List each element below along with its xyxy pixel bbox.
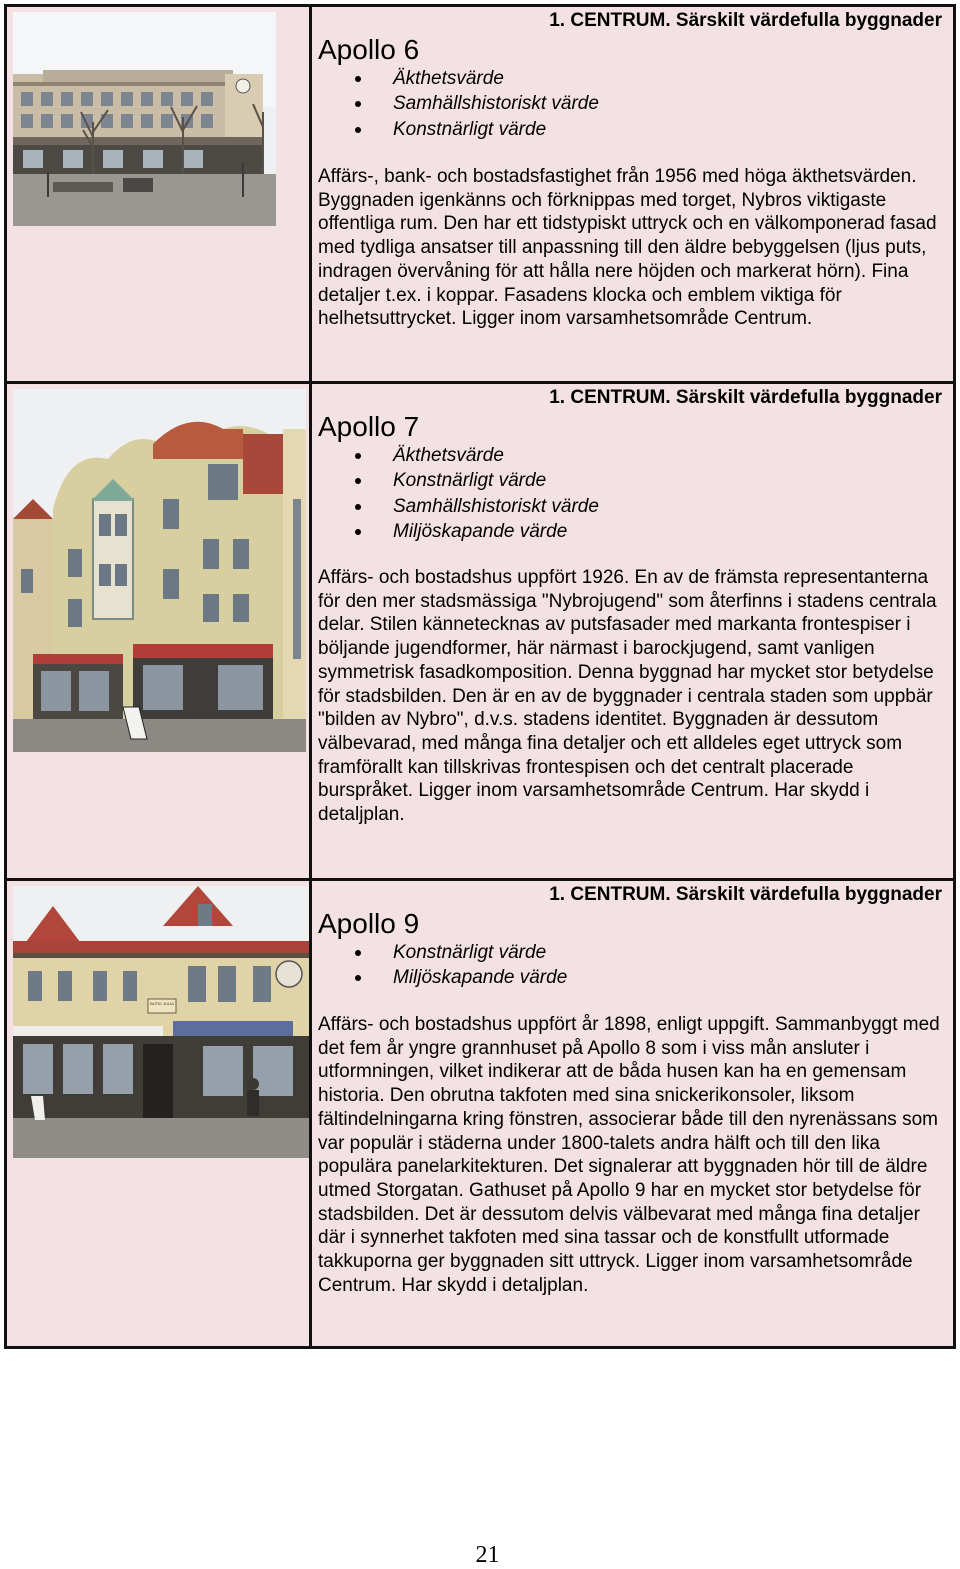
column-divider bbox=[309, 384, 312, 878]
entry-text-apollo-6 bbox=[318, 7, 948, 384]
column-divider bbox=[309, 7, 312, 381]
value-item: Konstnärligt värde bbox=[318, 117, 599, 142]
page-number: 21 bbox=[475, 1542, 500, 1568]
value-item: Äkthetsvärde bbox=[318, 66, 599, 91]
column-divider bbox=[309, 881, 312, 1346]
value-item: Samhällshistoriskt värde bbox=[318, 91, 599, 116]
property-title: Apollo 6 bbox=[318, 34, 420, 65]
value-item: Miljöskapande värde bbox=[318, 519, 599, 544]
property-title: Apollo 9 bbox=[318, 908, 420, 939]
value-list bbox=[318, 443, 599, 544]
value-list bbox=[318, 940, 567, 991]
value-item: Miljöskapande värde bbox=[318, 965, 567, 990]
category-heading: 1. CENTRUM. Särskilt värdefulla byggnader bbox=[549, 884, 942, 905]
category-heading: 1. CENTRUM. Särskilt värdefulla byggnader bbox=[549, 387, 942, 408]
property-description: Affärs-, bank- och bostadsfastighet från 1956 med höga äkthetsvärden. Byggnaden igenkänns och förknippas med torget, Nybros viktigaste offentliga rum. Den har ett tidstypiskt uttryck och en välkomponerad fasad med tydliga ansatser till anpassning till den äldre bebyggelsen (ljus puts, indragen övervåning för att hålla nere höjden och markerat hörn). Fina detaljer t.ex. i koppar. Fasadens klocka och emblem viktiga för helhetsuttrycket. Ligger inom varsamhetsområde Centrum. bbox=[318, 166, 937, 330]
inventory-table bbox=[4, 4, 956, 1349]
category-heading: 1. CENTRUM. Särskilt värdefulla byggnader bbox=[549, 10, 942, 31]
shop-sign: BUTIK JULIA bbox=[150, 1001, 174, 1006]
property-description: Affärs- och bostadshus uppfört år 1898, enligt uppgift. Sammanbyggt med det fem år yngre grannhuset på Apollo 8 som i viss mån ansluter i utformningen, vilket indikerar att de båda husen kan ha en gemensam historia. Den obrutna takfoten med sina snickerikonsoler, liksom fältindelningarna kring fönstren, associerar både till den nyrenässans som var populär i städerna under 1800-talets andra hälft och till den lika populära panelarkitekturen. Det signalerar att byggnaden hör till de äldre utmed Storgatan. Gathuset på Apollo 9 har en mycket stor betydelse för stadsbilden. Det är dessutom delvis välbevarat med många fina detaljer där i synnerhet takfoten med sina tassar och de konstfullt utformade takkuporna ger byggnaden sitt uttryck. Ligger inom varsamhetsområde Centrum. Har skydd i detaljplan. bbox=[318, 1014, 940, 1296]
photo-apollo-6 bbox=[13, 12, 276, 226]
value-item: Samhällshistoriskt värde bbox=[318, 494, 599, 519]
value-item: Konstnärligt värde bbox=[318, 468, 599, 493]
photo-apollo-9 bbox=[13, 886, 309, 1158]
value-item: Konstnärligt värde bbox=[318, 940, 567, 965]
value-list bbox=[318, 66, 599, 142]
property-description: Affärs- och bostadshus uppfört 1926. En av de främsta representanterna för den mer stadsmässiga "Nybrojugend" som återfinns i stadens centrala delar. Stilen kännetecknas av putsfasader med markanta frontespiser i böljande jugendformer, här närmast i barockjugend, samt vanligen symmetrisk fasadkomposition. Denna byggnad har mycket stor betydelse för stadsbilden. Den är en av de byggnader i centrala staden som uppbär "bilden av Nybro", d.v.s. stadens identitet. Byggnaden är dessutom välbevarad, med många fina detaljer och ett alldeles eget uttryck som framförallt kan tillskrivas frontespisen och det centralt placerade burspråket. Ligger inom varsamhetsområde Centrum. Har skydd i detaljplan. bbox=[318, 567, 937, 826]
entry-row-apollo-7 bbox=[7, 384, 953, 881]
entry-text-apollo-9 bbox=[318, 881, 948, 1346]
entry-row-apollo-9 bbox=[7, 881, 953, 1346]
property-title: Apollo 7 bbox=[318, 411, 420, 442]
entry-row-apollo-6 bbox=[7, 7, 953, 384]
photo-apollo-7 bbox=[13, 389, 306, 752]
entry-text-apollo-7 bbox=[318, 384, 948, 881]
value-item: Äkthetsvärde bbox=[318, 443, 599, 468]
